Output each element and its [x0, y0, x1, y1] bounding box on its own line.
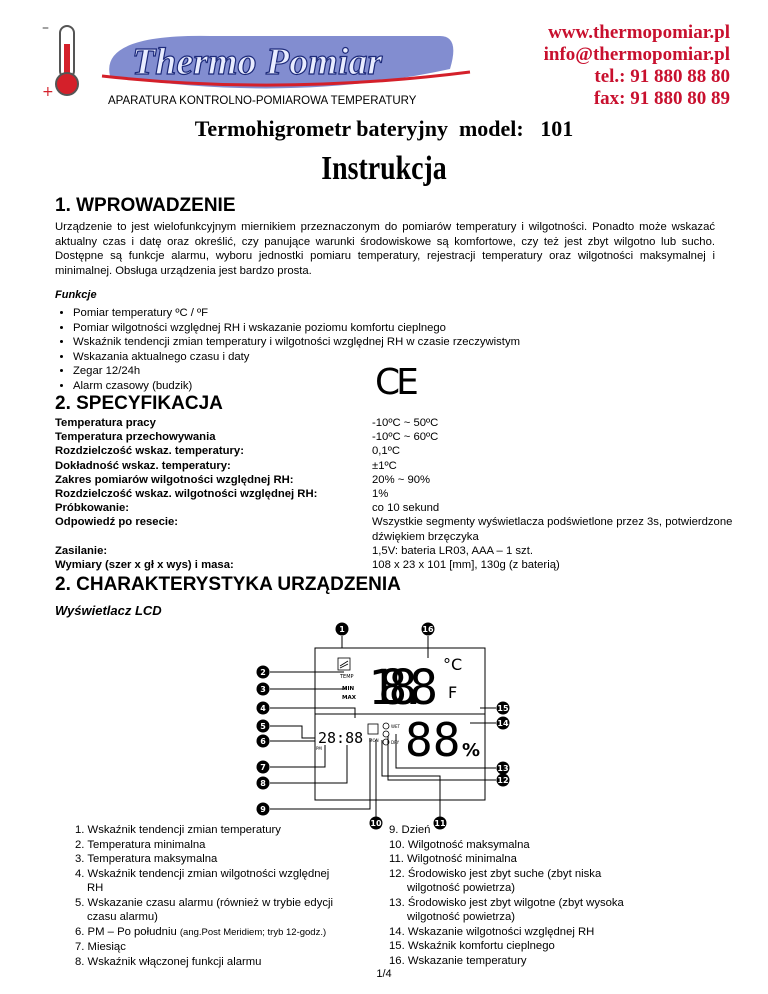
svg-text:2: 2: [260, 668, 266, 677]
callout-3: [257, 683, 270, 696]
svg-text:4: 4: [260, 704, 266, 713]
time-digits: 28:88: [318, 729, 364, 747]
spec-row: Temperatura przechowywania -10ºC ~ 60ºC: [55, 431, 439, 444]
logo-text: Thermo Pomiar: [132, 41, 383, 83]
callout-14: [497, 717, 510, 730]
callout-7: [257, 761, 270, 774]
page-number: 1/4: [376, 968, 392, 980]
callout-2: [257, 666, 270, 679]
callout-12: [497, 774, 510, 787]
hum-trend-icon: [368, 724, 378, 734]
document-title: Instrukcja: [321, 150, 447, 187]
callout-16: [422, 623, 435, 636]
thermometer-icon: [42, 20, 78, 100]
contact-block: [480, 22, 730, 110]
phone-number: tel.: 91 880 88 80: [594, 66, 730, 87]
svg-text:11: 11: [434, 819, 446, 828]
spec-row: Wymiary (szer x gł x wys) i masa: 108 x 23 x 101 [mm], 130g (z baterią): [55, 559, 560, 572]
svg-text:3: 3: [260, 685, 266, 694]
callout-13: [497, 762, 510, 775]
svg-text:14: 14: [497, 719, 509, 728]
callout-8: [257, 777, 270, 790]
intro-paragraph: Urządzenie to jest wielofunkcyjnym miernikiem przeznaczonym do pomiarów temperatury i wilgotności. Ponadto może wskazać aktualny czas i datę oraz określić, czy panujące warunki środowiskowe są komfortowe, czy też jest zbyt wilgotno lub sucho. Dostępne są funkcje alarmu, wyboru jednostki pomiaru temperatury, rejestracji temperatury oraz wilgotności maksymalnej i minimalnej. Obsługa urządzenia jest bardzo prosta.: [55, 221, 715, 277]
svg-text:WET: WET: [391, 724, 400, 729]
callout-5: [257, 720, 270, 733]
svg-text:°C: °C: [443, 655, 463, 674]
functions-list: [55, 306, 520, 394]
spec-row: Rozdzielczość wskaz. temperatury: 0,1ºC: [55, 445, 400, 458]
spec-row: Temperatura pracy -10ºC ~ 50ºC: [55, 417, 439, 429]
legend-right: 9. Dzień 10. Wilgotność maksymalna 11. Wilgotność minimalna 12. Środowisko jest zbyt suche (zbyt niska wilgotność powietrza) 13. Środowisko jest zbyt wilgotne (zbyt wysoka wilgotność powietrza) 14. Wskazanie wilgotności względnej RH 15. Wskaźnik komfortu cieplnego 16. Wskazanie temperatury: [389, 824, 624, 967]
spec-row: Próbkowanie: co 10 sekund: [55, 502, 440, 515]
svg-text:10: 10: [370, 819, 382, 828]
email-link[interactable]: info@thermopomiar.pl: [543, 44, 730, 65]
logo-subtitle: APARATURA KONTROLNO-POMIAROWA TEMPERATURY: [108, 95, 417, 107]
functions-label: Funkcje: [55, 289, 97, 301]
svg-text:MIN: MIN: [342, 686, 355, 692]
list-item: • Wskaźnik tendencji zmian temperatury i wilgotności względnej RH w czasie rzeczywistym: [73, 335, 520, 350]
svg-text:MON: MON: [369, 738, 379, 743]
svg-text:12: 12: [497, 776, 509, 785]
fax-number: fax: 91 880 80 89: [593, 88, 730, 109]
svg-text:1: 1: [339, 625, 345, 634]
lcd-title: Wyświetlacz LCD: [55, 603, 162, 618]
spec-row: Dokładność wskaz. temperatury: ±1ºC: [55, 459, 397, 472]
ce-mark: CE: [375, 362, 415, 403]
svg-text:MAX: MAX: [342, 695, 356, 701]
company-logo: [40, 14, 480, 110]
spec-row: Odpowiedź po resecie: Wszystkie segmenty wyświetlacza podświetlone przez 3s, potwierdzone dźwiękiem brzęczyka: [55, 516, 733, 543]
list-item: • Zegar 12/24h: [73, 364, 520, 379]
lcd-diagram: [240, 618, 530, 823]
list-item: • Alarm czasowy (budzik): [73, 379, 520, 394]
section-heading-intro: 1. WPROWADZENIE: [55, 195, 236, 216]
list-item: • Pomiar temperatury ºC / ºF: [73, 306, 520, 321]
svg-text:F: F: [448, 683, 458, 702]
legend-left: 1. Wskaźnik tendencji zmian temperatury 2. Temperatura minimalna 3. Temperatura maksymalna 4. Wskaźnik tendencji zmian wilgotności względnej RH 5. Wskazanie czasu alarmu (również w trybie edycji czasu alarmu) 6. PM – Po południu (ang.Post Meridiem; tryb 12-godz.) 7. Miesiąc 8. Wskaźnik włączonej funkcji alarmu: [75, 824, 334, 968]
callout-4: [257, 702, 270, 715]
temp-trend-icon: [338, 658, 350, 670]
humidity-digits: 88: [405, 713, 461, 767]
spec-row: Rozdzielczość wskaz. wilgotności względnej RH: 1%: [55, 488, 389, 501]
spec-table: [55, 416, 735, 572]
section-heading-characteristics: 2. CHARAKTERYSTYKA URZĄDZENIA: [55, 574, 401, 595]
callout-15: [497, 702, 510, 715]
svg-text:8: 8: [260, 779, 266, 788]
callout-6: [257, 735, 270, 748]
svg-text:5: 5: [260, 722, 266, 731]
model-title: Termohigrometr bateryjny model: 101: [194, 116, 574, 141]
svg-text:9: 9: [260, 805, 266, 814]
list-item: • Pomiar wilgotności względnej RH i wskazanie poziomu komfortu cieplnego: [73, 321, 520, 336]
svg-text:–: –: [42, 20, 49, 36]
list-item: • Wskazania aktualnego czasu i daty: [73, 350, 520, 365]
callout-9: [257, 803, 270, 816]
website-link[interactable]: www.thermopomiar.pl: [548, 22, 730, 43]
svg-text:7: 7: [260, 763, 266, 772]
spec-row: Zasilanie: 1,5V: bateria LR03, AAA – 1 szt.: [55, 544, 533, 557]
section-heading-spec: 2. SPECYFIKACJA: [55, 393, 223, 414]
svg-text:6: 6: [260, 737, 266, 746]
svg-text:PM: PM: [316, 746, 322, 751]
svg-text:+: +: [42, 84, 54, 100]
spec-row: Zakres pomiarów wilgotności względnej RH: 20% ~ 90%: [55, 473, 431, 486]
svg-text:DRY: DRY: [391, 740, 400, 745]
svg-text:%: %: [462, 740, 481, 761]
temp-digits: 188.8: [368, 660, 438, 716]
svg-text:13: 13: [497, 764, 509, 773]
svg-text:15: 15: [497, 704, 509, 713]
callout-1: [336, 623, 349, 636]
svg-text:TEMP: TEMP: [340, 674, 354, 680]
svg-text:16: 16: [422, 625, 434, 634]
